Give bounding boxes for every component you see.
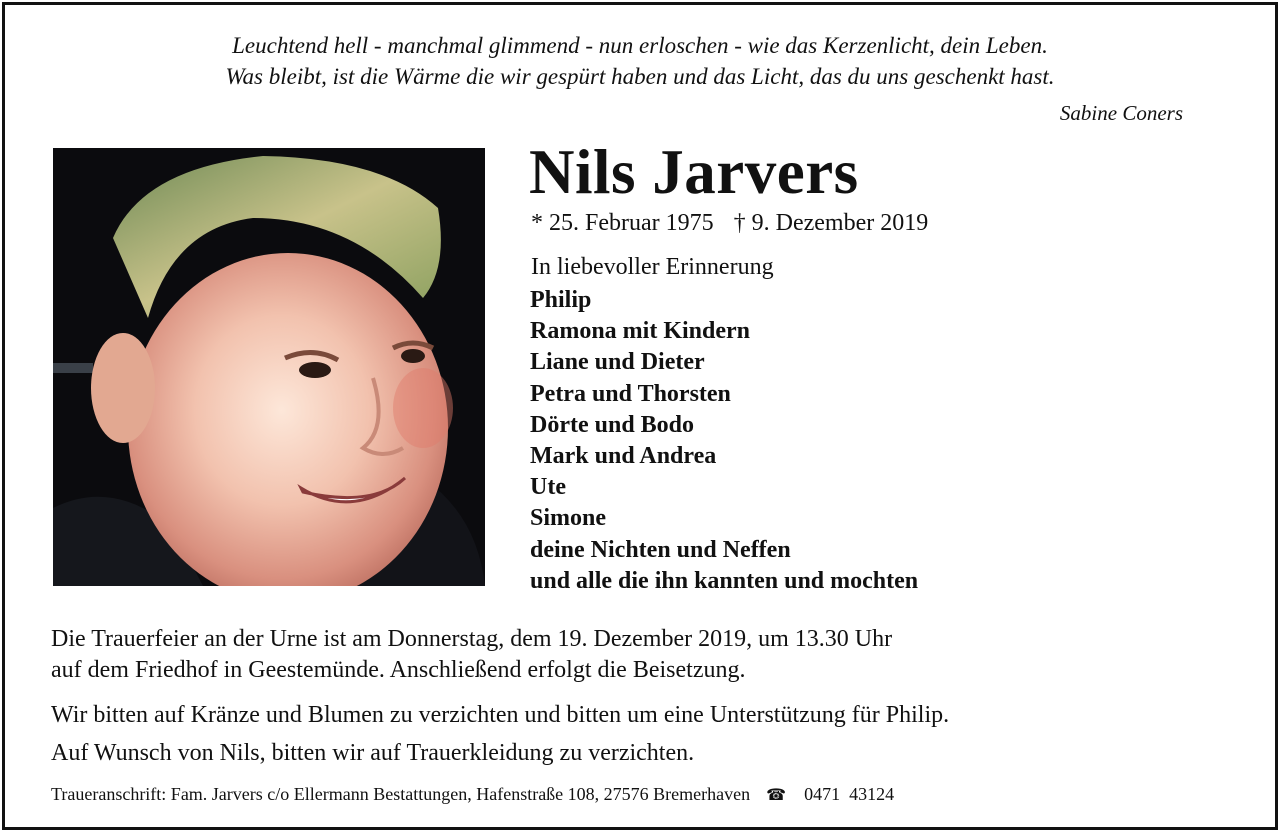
mourner-item: Liane und Dieter <box>530 349 705 376</box>
life-dates <box>531 210 948 237</box>
flowers-request: Wir bitten auf Kränze und Blumen zu verzichten und bitten um eine Unterstützung für Philip. <box>51 702 950 728</box>
mourners-list <box>530 285 918 597</box>
quote-author: Sabine Coners <box>1059 101 1183 125</box>
quote-line-2: Was bleibt, ist die Wärme die wir gespürt haben und das Licht, das du uns geschenkt hast. <box>225 64 1055 89</box>
phone-number: 0471 43124 <box>804 784 895 804</box>
service-line-2: auf dem Friedhof in Geestemünde. Anschließend erfolgt die Beisetzung. <box>51 657 746 683</box>
mourner-item: Dörte und Bodo <box>530 411 695 438</box>
mourner-item: Ramona mit Kindern <box>530 318 751 345</box>
memorial-quote <box>0 30 1280 92</box>
quote-line-1: Leuchtend hell - manchmal glimmend - nun erloschen - wie das Kerzenlicht, dein Leben. <box>232 33 1048 58</box>
service-details <box>51 624 892 686</box>
mourner-item: Ute <box>530 474 566 501</box>
phone-icon: ☎ <box>766 787 787 804</box>
mourner-item: Mark und Andrea <box>530 443 717 470</box>
mourner-item: Simone <box>530 505 607 532</box>
mourner-item: Philip <box>530 287 592 313</box>
mourner-item: deine Nichten und Neffen <box>530 536 791 563</box>
mourner-item: Petra und Thorsten <box>530 380 731 407</box>
deceased-name: Nils Jarvers <box>529 137 859 207</box>
attire-request: Auf Wunsch von Nils, bitten wir auf Trauerkleidung zu verzichten. <box>51 740 695 766</box>
memory-intro: In liebevoller Erinnerung <box>531 254 774 280</box>
mourner-item: und alle die ihn kannten und mochten <box>530 567 919 594</box>
death-date: † 9. Dezember 2019 <box>733 210 929 236</box>
service-line-1: Die Trauerfeier an der Urne ist am Donnerstag, dem 19. Dezember 2019, um 13.30 Uhr <box>51 626 893 652</box>
address-text: Traueranschrift: Fam. Jarvers c/o Ellermann Bestattungen, Hafenstraße 108, 27576 Bremerhaven <box>51 784 751 804</box>
mourning-address <box>51 784 894 805</box>
birth-date: * 25. Februar 1975 <box>531 210 714 236</box>
portrait-image <box>53 148 485 586</box>
portrait-photo <box>53 148 485 586</box>
